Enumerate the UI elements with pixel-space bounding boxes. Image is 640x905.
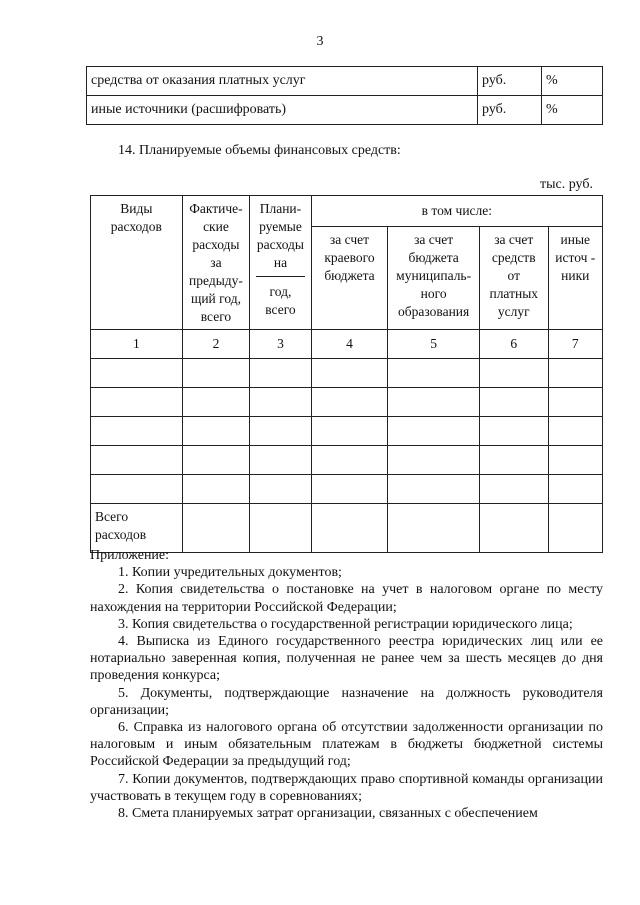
col-group-header: в том числе: xyxy=(311,196,602,227)
empty-cell xyxy=(250,388,311,417)
empty-cell xyxy=(182,475,250,504)
column-number: 3 xyxy=(250,330,311,359)
column-number: 2 xyxy=(182,330,250,359)
empty-cell xyxy=(91,388,183,417)
header-line: источ - xyxy=(555,250,596,265)
col-header-planned-expenses xyxy=(250,196,311,330)
empty-cell xyxy=(91,475,183,504)
empty-cell xyxy=(548,388,602,417)
total-row xyxy=(91,504,603,553)
column-number: 1 xyxy=(91,330,183,359)
header-line: на xyxy=(273,255,288,270)
empty-cell xyxy=(548,446,602,475)
column-number: 7 xyxy=(548,330,602,359)
header-line: ного xyxy=(420,286,447,301)
page-number: 3 xyxy=(316,34,324,49)
source-percent: % xyxy=(542,96,603,125)
header-line: предыду- xyxy=(189,273,243,288)
header-line: ники xyxy=(561,268,590,283)
empty-cell xyxy=(311,417,388,446)
col-header-expense-type xyxy=(91,196,183,330)
empty-cell xyxy=(388,504,480,553)
header-line: всего xyxy=(200,309,232,324)
units-note: тыс. руб. xyxy=(540,177,593,192)
empty-cell xyxy=(182,504,250,553)
col-header-municipal-budget xyxy=(388,227,480,330)
header-line: Виды xyxy=(120,201,153,216)
empty-cell xyxy=(548,475,602,504)
header-line: за счет xyxy=(414,232,454,247)
header-line: бюджета xyxy=(408,250,459,265)
total-label-line: Всего xyxy=(95,509,129,524)
empty-cell xyxy=(479,388,548,417)
header-line: расходы xyxy=(192,237,240,252)
total-label-line: расходов xyxy=(95,527,147,542)
source-label: иные источники (расшифровать) xyxy=(87,96,478,125)
empty-cell xyxy=(91,359,183,388)
table-row xyxy=(91,388,603,417)
header-line: краевого xyxy=(324,250,375,265)
appendix-item: 3. Копия свидетельства о государственной регистрации юридического лица; xyxy=(118,616,573,632)
empty-cell xyxy=(311,359,388,388)
empty-cell xyxy=(182,388,250,417)
col-header-paid-services xyxy=(479,227,548,330)
empty-cell xyxy=(388,417,480,446)
empty-cell xyxy=(548,504,602,553)
empty-cell xyxy=(250,446,311,475)
empty-cell xyxy=(182,446,250,475)
appendix xyxy=(90,547,603,822)
header-line: руемые xyxy=(259,219,302,234)
empty-cell xyxy=(548,359,602,388)
empty-cell xyxy=(479,359,548,388)
total-label xyxy=(91,504,183,553)
empty-cell xyxy=(182,359,250,388)
header-line: расходов xyxy=(110,219,162,234)
empty-cell xyxy=(311,504,388,553)
header-line: за xyxy=(210,255,222,270)
empty-cell xyxy=(250,359,311,388)
empty-cell xyxy=(479,504,548,553)
table-row xyxy=(91,417,603,446)
appendix-item: 4. Выписка из Единого государственного реестра юридических лиц или ее нотариально заверенная копия, полученная не ранее чем за шесть месяцев до дня проведения конкурса; xyxy=(90,634,603,684)
table-row xyxy=(91,359,603,388)
finance-table xyxy=(90,195,603,553)
header-line: щий год, xyxy=(190,291,241,306)
appendix-item: 8. Смета планируемых затрат организации, связанных с обеспечением xyxy=(118,806,538,822)
empty-cell xyxy=(388,475,480,504)
header-line: иные xyxy=(560,232,591,247)
header-line: год, xyxy=(269,284,292,299)
appendix-item: 7. Копии документов, подтверждающих право спортивной команды организации участвовать в текущем году в соревнованиях; xyxy=(90,771,603,804)
header-line: за счет xyxy=(329,232,370,247)
table-row xyxy=(87,96,603,125)
empty-cell xyxy=(548,417,602,446)
empty-cell xyxy=(250,475,311,504)
column-number: 5 xyxy=(388,330,480,359)
header-line: платных xyxy=(489,286,539,301)
appendix-item: 5. Документы, подтверждающие назначение на должность руководителя организации; xyxy=(90,685,603,718)
empty-cell xyxy=(311,475,388,504)
header-line: расходы xyxy=(256,237,304,252)
source-percent: % xyxy=(542,67,603,96)
empty-cell xyxy=(250,417,311,446)
column-number: 4 xyxy=(311,330,388,359)
empty-cell xyxy=(479,475,548,504)
header-line: Плани- xyxy=(259,201,302,216)
appendix-item: 2. Копия свидетельства о постановке на учет в налоговом органе по месту нахождения на территории Российской Федерации; xyxy=(90,582,603,615)
header-line: бюджета xyxy=(324,268,375,283)
empty-cell xyxy=(388,359,480,388)
header-line: муниципаль- xyxy=(396,268,472,283)
header-line: услуг xyxy=(497,304,530,319)
funding-sources-table xyxy=(86,66,603,125)
source-label: средства от оказания платных услуг xyxy=(87,67,478,96)
col-header-other-sources xyxy=(548,227,602,330)
header-line: Фактиче- xyxy=(189,201,243,216)
header-line: от xyxy=(507,268,520,283)
appendix-item: 6. Справка из налогового органа об отсутствии задолженности организации по налоговым и иным обязательным платежам в бюджеты бюджетной системы Российской Федерации за предыдущий год; xyxy=(90,720,603,770)
table-row xyxy=(87,67,603,96)
header-line: образования xyxy=(398,304,470,319)
col-header-regional-budget xyxy=(311,227,388,330)
header-line: всего xyxy=(265,302,296,317)
header-line: средств xyxy=(491,250,536,265)
table-row xyxy=(91,475,603,504)
column-number-row xyxy=(91,330,603,359)
appendix-title: Приложение: xyxy=(90,548,170,563)
table-row xyxy=(91,446,603,475)
source-unit: руб. xyxy=(478,67,542,96)
empty-cell xyxy=(311,446,388,475)
section-heading: 14. Планируемые объемы финансовых средств: xyxy=(118,143,401,158)
empty-cell xyxy=(250,504,311,553)
empty-cell xyxy=(91,417,183,446)
source-unit: руб. xyxy=(478,96,542,125)
empty-cell xyxy=(91,446,183,475)
empty-cell xyxy=(388,446,480,475)
empty-cell xyxy=(311,388,388,417)
header-line: ские xyxy=(203,219,229,234)
header-line: за счет xyxy=(494,232,534,247)
column-number: 6 xyxy=(479,330,548,359)
empty-cell xyxy=(388,388,480,417)
appendix-item: 1. Копии учредительных документов; xyxy=(118,565,342,581)
empty-cell xyxy=(479,446,548,475)
empty-cell xyxy=(479,417,548,446)
col-header-actual-expenses xyxy=(182,196,250,330)
empty-cell xyxy=(182,417,250,446)
